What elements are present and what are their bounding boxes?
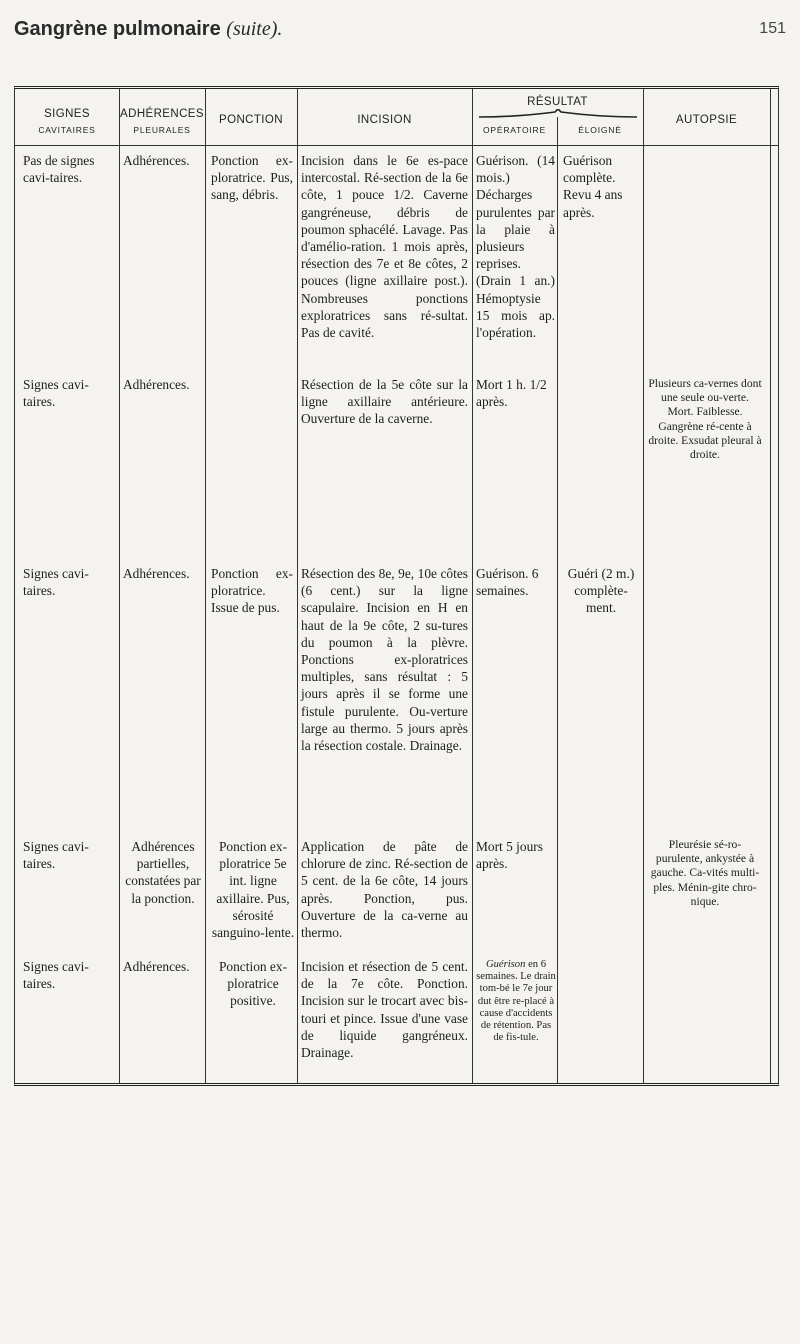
row-5-operatoire bbox=[476, 959, 556, 1044]
row-3-ponction: Ponction ex-ploratrice. Issue de pus. bbox=[211, 566, 293, 616]
header-signes-label: SIGNES bbox=[44, 108, 90, 120]
row-1-operatoire: Guérison. (14 mois.) Décharges purulentes par la plaie à plusieurs reprises. (Drain 1 an.) Hémoptysie 15 mois ap. l'opération. bbox=[476, 153, 555, 341]
row-5-ponction: Ponction ex-ploratrice positive. bbox=[218, 959, 288, 1009]
row-1-ponction: Ponction ex-ploratrice. Pus, sang, débris. bbox=[211, 153, 293, 203]
row-2-operatoire: Mort 1 h. 1/2 après. bbox=[476, 377, 547, 410]
row-4-incision: Application de pâte de chlorure de zinc. Ré-section de 5 cent. de la 6e côte, 14 jours après. Ponction, pus. Ouverture de la ca-verne au thermo. bbox=[301, 839, 468, 941]
column-divider bbox=[557, 117, 558, 1083]
row-5-operatoire-text: en 6 semaines. Le drain tom-bé le 7e jour dut être re-placé à cause d'accidents de rétention. Pas de fis-tule. bbox=[476, 959, 556, 1044]
running-title-text: Gangrène pulmonaire bbox=[14, 18, 221, 40]
column-divider bbox=[643, 89, 644, 1083]
running-title bbox=[14, 18, 282, 41]
page-header bbox=[14, 18, 786, 48]
column-divider bbox=[297, 89, 298, 1083]
row-2-autopsie: Plusieurs ca-vernes dont une seule ou-verte. Mort. Faiblesse. Gangrène ré-cente à droite. Exsudat pleural à droite. bbox=[648, 377, 762, 462]
row-4-adherences: Adhérences partielles, constatées par la ponction. bbox=[125, 839, 201, 906]
page-number: 151 bbox=[759, 20, 786, 37]
row-2-adherences: Adhérences. bbox=[123, 377, 190, 392]
header-rule bbox=[15, 145, 778, 146]
row-5-signes: Signes cavi-taires. bbox=[23, 959, 89, 992]
row-3-operatoire: Guérison. 6 semaines. bbox=[476, 566, 539, 599]
column-divider bbox=[770, 89, 771, 1083]
running-title-suffix: (suite). bbox=[226, 18, 283, 40]
header-brace bbox=[477, 109, 639, 119]
header-autopsie: AUTOPSIE bbox=[675, 114, 738, 126]
header-signes-sublabel: CAVITAIRES bbox=[38, 125, 96, 135]
header-resultat: RÉSULTAT bbox=[527, 96, 588, 108]
row-2-incision: Résection de la 5e côte sur la ligne axillaire antérieure. Ouverture de la caverne. bbox=[301, 377, 468, 427]
header-adherences-label: ADHÉRENCES bbox=[120, 108, 204, 120]
row-1-adherences: Adhérences. bbox=[123, 153, 190, 168]
row-1-signes: Pas de signes cavi-taires. bbox=[23, 153, 95, 186]
row-4-operatoire: Mort 5 jours après. bbox=[476, 839, 543, 872]
row-5-operatoire-label: Guérison bbox=[485, 959, 526, 970]
header-incision: INCISION bbox=[357, 114, 412, 126]
row-5-adherences: Adhérences. bbox=[123, 959, 190, 974]
row-3-signes: Signes cavi-taires. bbox=[23, 566, 89, 599]
column-divider bbox=[205, 89, 206, 1083]
row-3-adherences: Adhérences. bbox=[123, 566, 190, 581]
row-3-eloigne: Guéri (2 m.) complète-ment. bbox=[567, 566, 635, 616]
row-1-eloigne: Guérison complète. Revu 4 ans après. bbox=[563, 153, 623, 220]
row-5-incision: Incision et résection de 5 cent. de la 7e côte. Ponction. Incision sur le trocart avec bis-touri et pince. Issue d'une vase de liquide gangréneux. Drainage. bbox=[301, 959, 468, 1061]
case-table bbox=[14, 86, 779, 1086]
row-4-ponction: Ponction ex-ploratrice 5e int. ligne axillaire. Pus, sérosité sanguino-lente. bbox=[211, 839, 295, 941]
column-divider bbox=[119, 89, 120, 1083]
row-4-autopsie: Pleurésie sé-ro-purulente, ankystée à gauche. Ca-vités multi-ples. Ménin-gite chro-nique. bbox=[650, 838, 760, 908]
row-2-signes: Signes cavi-taires. bbox=[23, 377, 89, 410]
header-eloigne: ÉLOIGNÉ bbox=[578, 125, 622, 135]
row-3-incision: Résection des 8e, 9e, 10e côtes (6 cent.) sur la ligne scapulaire. Incision en H en haut de la 9e côte, 2 su-tures du poumon à la plèvre. Ponctions ex-ploratrices multiples, sans résultat : 5 jours après il se forme une fistule purulente. Ou-verture large au thermo. 5 jours après la résection costale. Drainage. bbox=[301, 566, 468, 754]
header-ponction: PONCTION bbox=[219, 114, 283, 126]
header-operatoire: OPÉRATOIRE bbox=[483, 125, 546, 135]
header-signes bbox=[15, 107, 119, 137]
header-adherences-sublabel: PLEURALES bbox=[133, 125, 191, 135]
row-4-signes: Signes cavi-taires. bbox=[23, 839, 89, 872]
row-1-incision: Incision dans le 6e es-pace intercostal. Ré-section de la 6e côte, 1 pouce 1/2. Caverne gangréneuse, débris de poumon sphacélé. Lavage. Pas d'amélio-ration. 1 mois après, résection des 7e et 8e côtes, 2 pouces (ligne axillaire post.). Nombreuses ponctions exploratrices sans ré-sultat. Pas de cavité. bbox=[301, 153, 468, 341]
header-adherences bbox=[119, 107, 205, 137]
column-divider bbox=[472, 89, 473, 1083]
